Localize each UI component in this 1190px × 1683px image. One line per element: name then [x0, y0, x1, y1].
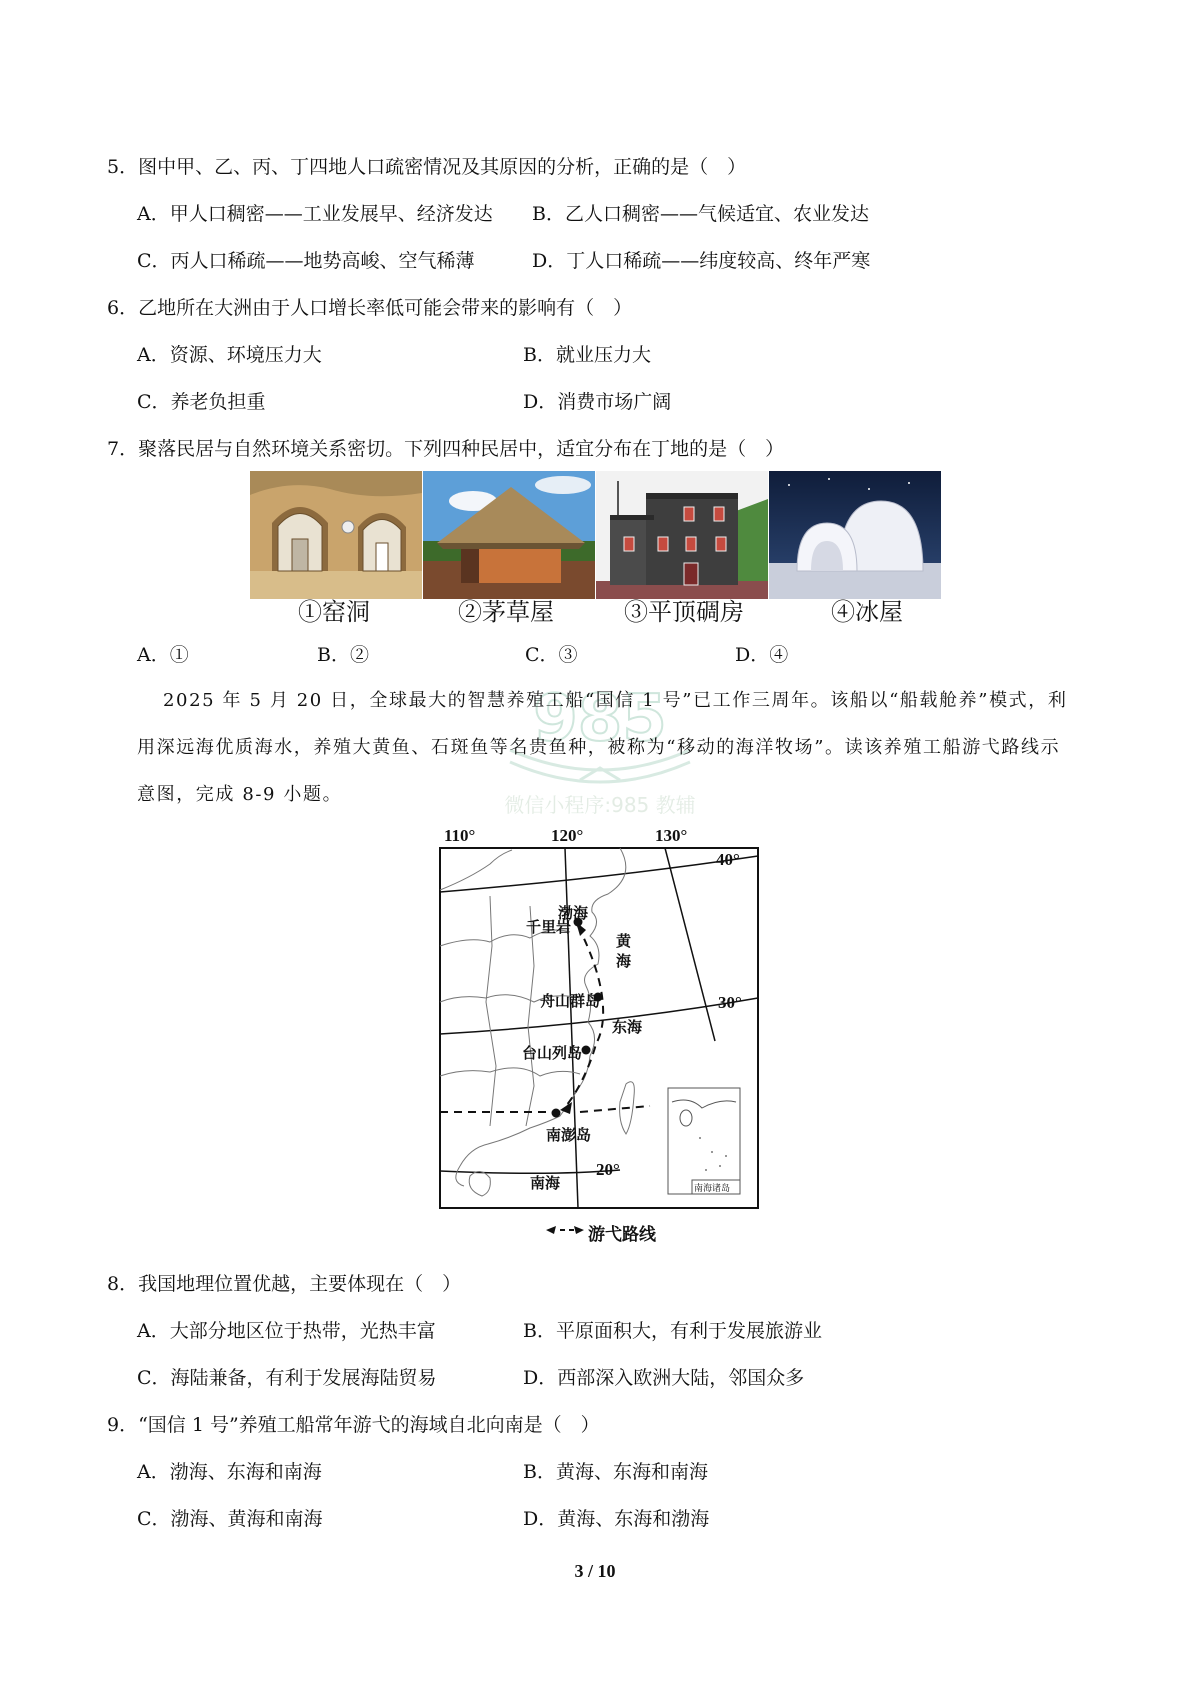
photo-thatched-hut — [423, 471, 595, 599]
latitude-40: 40° — [716, 850, 740, 869]
passage-line-3: 意图，完成 8-9 小题。 — [137, 784, 343, 805]
caption-igloo: ④冰屋 — [831, 600, 903, 626]
question-6-stem: 6．乙地所在大洲由于人口增长率低可能会带来的影响有（ ） — [107, 297, 633, 319]
longitude-110: 110° — [444, 826, 476, 845]
q8-option-a[interactable]: A．大部分地区位于热带，光热丰富 — [137, 1320, 436, 1342]
label-huanghai-1: 黄 — [616, 932, 632, 950]
q5-option-a[interactable]: A．甲人口稠密——工业发展早、经济发达 — [137, 203, 493, 225]
watermark-text: 微信小程序:985 教辅 — [504, 793, 696, 817]
q7-option-d[interactable]: D．④ — [735, 644, 789, 666]
label-donghai: 东海 — [612, 1018, 643, 1036]
q7-option-b[interactable]: B．② — [317, 644, 369, 666]
q9-option-b[interactable]: B．黄海、东海和南海 — [523, 1461, 708, 1483]
q9-option-a[interactable]: A．渤海、东海和南海 — [137, 1461, 322, 1483]
q5-option-c[interactable]: C．丙人口稀疏——地势高峻、空气稀薄 — [137, 250, 475, 272]
latitude-30: 30° — [718, 993, 742, 1012]
passage-line-2: 用深远海优质海水，养殖大黄鱼、石斑鱼等名贵鱼种，被称为“移动的海洋牧场”。读该养殖工船游弋路线示 — [137, 737, 1061, 758]
q9-option-d[interactable]: D．黄海、东海和渤海 — [523, 1508, 710, 1530]
q5-option-b[interactable]: B．乙人口稠密——气候适宜、农业发达 — [532, 203, 869, 225]
question-5-stem: 5．图中甲、乙、丙、丁四地人口疏密情况及其原因的分析，正确的是（ ） — [107, 156, 747, 178]
caption-thatched-hut: ②茅草屋 — [458, 600, 554, 626]
watermark — [470, 640, 730, 820]
label-huanghai-2: 海 — [616, 952, 632, 970]
route-map — [430, 826, 770, 1246]
caption-cave-dwelling: ①窑洞 — [298, 600, 370, 626]
q6-option-a[interactable]: A．资源、环境压力大 — [137, 344, 322, 366]
label-bohai: 渤海 — [558, 904, 589, 922]
label-qianliyan: 千里岩 — [526, 918, 572, 936]
q8-option-b[interactable]: B．平原面积大，有利于发展旅游业 — [523, 1320, 822, 1342]
q9-option-c[interactable]: C．渤海、黄海和南海 — [137, 1508, 323, 1530]
label-nanpeng: 南澎岛 — [546, 1126, 592, 1144]
watermark-number: 985 — [533, 682, 667, 756]
label-zhoushan: 舟山群岛 — [540, 992, 601, 1010]
q6-option-c[interactable]: C．养老负担重 — [137, 391, 266, 413]
longitude-120: 120° — [551, 826, 584, 845]
question-8-stem: 8．我国地理位置优越，主要体现在（ ） — [107, 1273, 462, 1295]
page-number: 3 / 10 — [574, 1561, 616, 1581]
caption-flat-roof-stone-house: ③平顶碉房 — [624, 600, 744, 626]
q8-option-c[interactable]: C．海陆兼备，有利于发展海陆贸易 — [137, 1367, 437, 1389]
label-nanhai: 南海 — [530, 1174, 561, 1192]
q8-option-d[interactable]: D．西部深入欧洲大陆，邻国众多 — [523, 1367, 805, 1389]
latitude-20: 20° — [596, 1160, 620, 1179]
question-9-stem: 9．“国信 1 号”养殖工船常年游弋的海域自北向南是（ ） — [107, 1414, 600, 1436]
photo-cave-dwelling — [250, 471, 422, 599]
q7-option-a[interactable]: A．① — [137, 644, 189, 666]
q6-option-d[interactable]: D．消费市场广阔 — [523, 391, 672, 413]
label-inset: 南海诸岛 — [694, 1184, 731, 1194]
photo-flat-roof-stone-house — [596, 471, 768, 599]
photo-igloo — [769, 471, 941, 599]
map-legend: 游弋路线 — [588, 1225, 656, 1245]
q5-option-d[interactable]: D．丁人口稀疏——纬度较高、终年严寒 — [532, 250, 871, 272]
question-7-stem: 7．聚落民居与自然环境关系密切。下列四种民居中，适宜分布在丁地的是（ ） — [107, 438, 785, 460]
longitude-130: 130° — [655, 826, 688, 845]
q7-option-c[interactable]: C．③ — [525, 644, 578, 666]
passage-line-1: 2025 年 5 月 20 日，全球最大的智慧养殖工船“国信 1 号”已工作三周年。该船以“船载舱养”模式，利 — [163, 690, 1068, 711]
q6-option-b[interactable]: B．就业压力大 — [523, 344, 651, 366]
label-taishan: 台山列岛 — [522, 1044, 583, 1062]
